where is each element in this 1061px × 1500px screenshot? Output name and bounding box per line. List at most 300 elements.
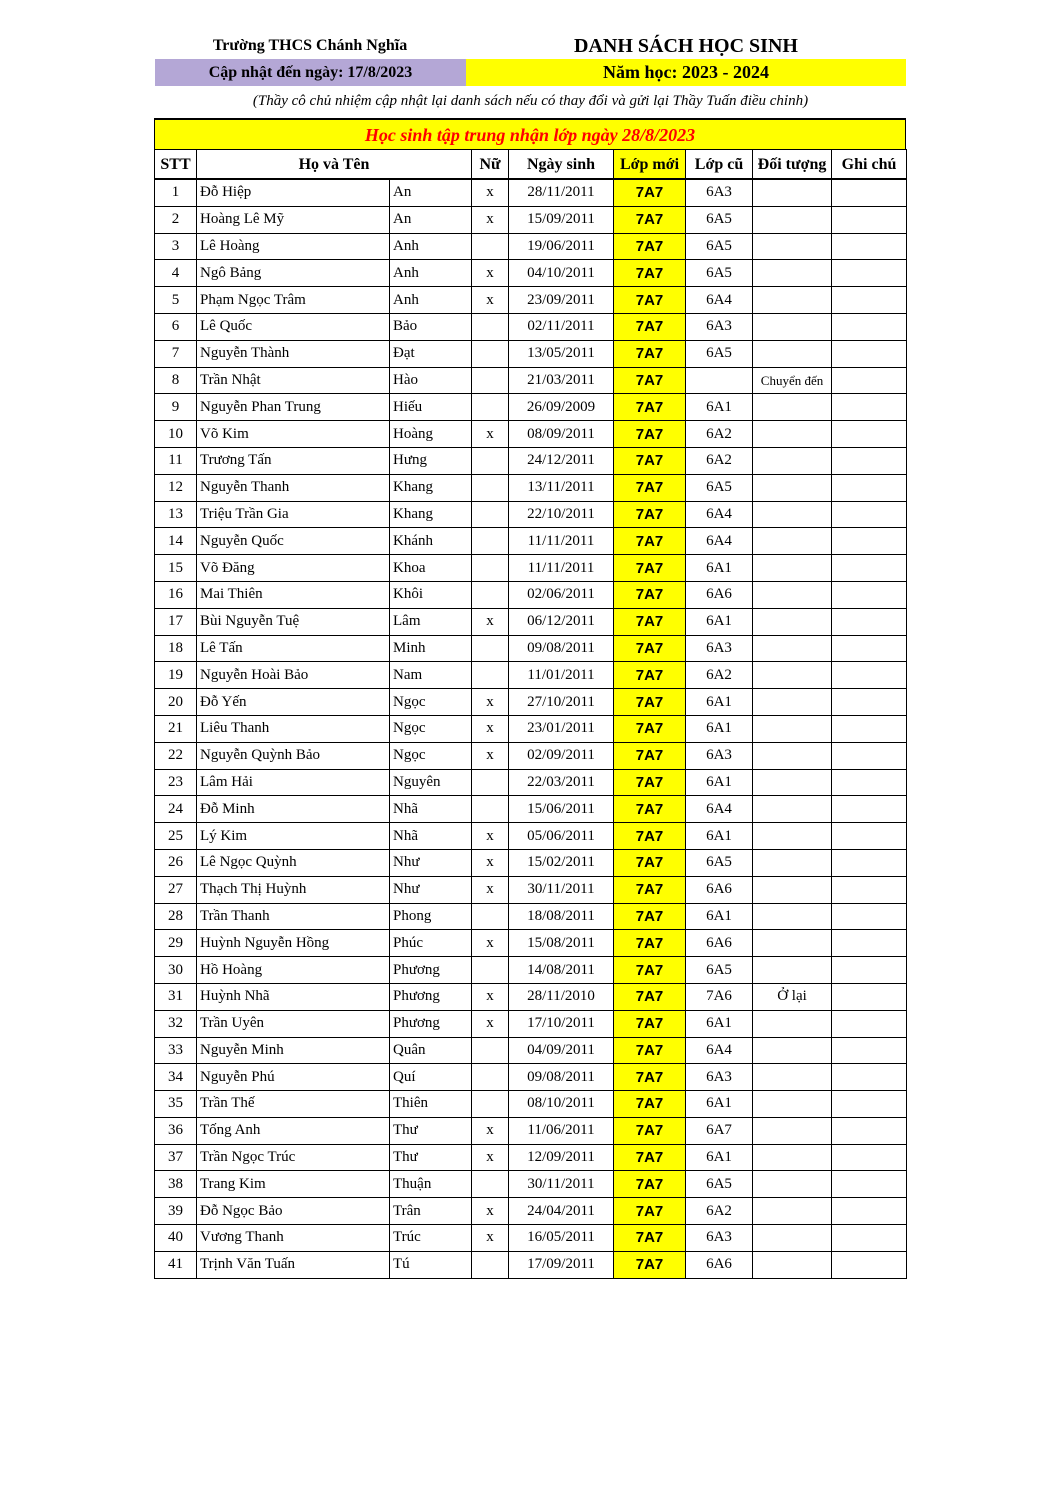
row-number-cell: 28 bbox=[155, 903, 197, 930]
remarks-cell bbox=[832, 1064, 907, 1091]
table-row bbox=[155, 742, 907, 769]
category-cell bbox=[753, 1251, 832, 1278]
old-class-cell: 6A1 bbox=[686, 823, 753, 850]
last-middle-name-cell: Huỳnh Nhã bbox=[197, 983, 390, 1010]
remarks-cell bbox=[832, 1225, 907, 1252]
birth-date-cell: 14/08/2011 bbox=[509, 957, 614, 984]
table-row bbox=[155, 1198, 907, 1225]
birth-date-cell: 02/06/2011 bbox=[509, 581, 614, 608]
row-number-cell: 23 bbox=[155, 769, 197, 796]
table-row bbox=[155, 1225, 907, 1252]
new-class-cell: 7A7 bbox=[614, 421, 686, 448]
student-rows bbox=[155, 179, 907, 1278]
category-cell bbox=[753, 635, 832, 662]
category-cell bbox=[753, 876, 832, 903]
table-row bbox=[155, 179, 907, 206]
row-number-cell: 41 bbox=[155, 1251, 197, 1278]
table-row bbox=[155, 903, 907, 930]
table-row bbox=[155, 447, 907, 474]
birth-date-cell: 11/01/2011 bbox=[509, 662, 614, 689]
first-name-cell: Trân bbox=[390, 1198, 472, 1225]
category-cell bbox=[753, 287, 832, 314]
new-class-cell: 7A7 bbox=[614, 528, 686, 555]
header-dob: Ngày sinh bbox=[509, 150, 614, 180]
new-class-cell: 7A7 bbox=[614, 1144, 686, 1171]
remarks-cell bbox=[832, 474, 907, 501]
female-mark-cell: x bbox=[472, 823, 509, 850]
new-class-cell: 7A7 bbox=[614, 179, 686, 206]
female-mark-cell: x bbox=[472, 287, 509, 314]
update-date: Cập nhật đến ngày: 17/8/2023 bbox=[155, 59, 466, 86]
row-number-cell: 30 bbox=[155, 957, 197, 984]
table-row bbox=[155, 313, 907, 340]
table-row bbox=[155, 769, 907, 796]
birth-date-cell: 18/08/2011 bbox=[509, 903, 614, 930]
category-cell bbox=[753, 796, 832, 823]
first-name-cell: Phương bbox=[390, 983, 472, 1010]
last-middle-name-cell: Triệu Trần Gia bbox=[197, 501, 390, 528]
last-middle-name-cell: Lý Kim bbox=[197, 823, 390, 850]
new-class-cell: 7A7 bbox=[614, 635, 686, 662]
last-middle-name-cell: Ngô Bảng bbox=[197, 260, 390, 287]
category-cell bbox=[753, 662, 832, 689]
last-middle-name-cell: Phạm Ngọc Trâm bbox=[197, 287, 390, 314]
old-class-cell: 6A5 bbox=[686, 233, 753, 260]
header-remarks: Ghi chú bbox=[832, 150, 907, 180]
first-name-cell: Trúc bbox=[390, 1225, 472, 1252]
remarks-cell bbox=[832, 421, 907, 448]
old-class-cell: 6A3 bbox=[686, 313, 753, 340]
row-number-cell: 3 bbox=[155, 233, 197, 260]
first-name-cell: Anh bbox=[390, 287, 472, 314]
remarks-cell bbox=[832, 528, 907, 555]
table-row bbox=[155, 528, 907, 555]
birth-date-cell: 21/03/2011 bbox=[509, 367, 614, 394]
new-class-cell: 7A7 bbox=[614, 1064, 686, 1091]
header-old-class: Lớp cũ bbox=[686, 150, 753, 180]
female-mark-cell: x bbox=[472, 876, 509, 903]
remarks-cell bbox=[832, 635, 907, 662]
birth-date-cell: 11/11/2011 bbox=[509, 528, 614, 555]
female-mark-cell bbox=[472, 1064, 509, 1091]
row-number-cell: 31 bbox=[155, 983, 197, 1010]
birth-date-cell: 09/08/2011 bbox=[509, 635, 614, 662]
last-middle-name-cell: Trần Uyên bbox=[197, 1010, 390, 1037]
birth-date-cell: 28/11/2010 bbox=[509, 983, 614, 1010]
female-mark-cell: x bbox=[472, 1225, 509, 1252]
remarks-cell bbox=[832, 715, 907, 742]
table-row bbox=[155, 287, 907, 314]
remarks-cell bbox=[832, 1171, 907, 1198]
table-row bbox=[155, 689, 907, 716]
row-number-cell: 11 bbox=[155, 447, 197, 474]
category-cell bbox=[753, 1010, 832, 1037]
row-number-cell: 27 bbox=[155, 876, 197, 903]
remarks-cell bbox=[832, 367, 907, 394]
old-class-cell: 6A1 bbox=[686, 608, 753, 635]
table-row bbox=[155, 608, 907, 635]
category-cell: Ở lại bbox=[753, 983, 832, 1010]
female-mark-cell: x bbox=[472, 1198, 509, 1225]
remarks-cell bbox=[832, 260, 907, 287]
last-middle-name-cell: Nguyễn Thành bbox=[197, 340, 390, 367]
birth-date-cell: 15/08/2011 bbox=[509, 930, 614, 957]
last-middle-name-cell: Lê Quốc bbox=[197, 313, 390, 340]
category-cell bbox=[753, 581, 832, 608]
last-middle-name-cell: Hồ Hoàng bbox=[197, 957, 390, 984]
first-name-cell: Khôi bbox=[390, 581, 472, 608]
last-middle-name-cell: Nguyễn Quỳnh Bảo bbox=[197, 742, 390, 769]
last-middle-name-cell: Nguyễn Thanh bbox=[197, 474, 390, 501]
new-class-cell: 7A7 bbox=[614, 983, 686, 1010]
birth-date-cell: 15/02/2011 bbox=[509, 849, 614, 876]
school-year: Năm học: 2023 - 2024 bbox=[466, 59, 906, 86]
table-row bbox=[155, 394, 907, 421]
table-row bbox=[155, 233, 907, 260]
category-cell bbox=[753, 179, 832, 206]
female-mark-cell: x bbox=[472, 1117, 509, 1144]
remarks-cell bbox=[832, 930, 907, 957]
old-class-cell: 6A7 bbox=[686, 1117, 753, 1144]
first-name-cell: Nhã bbox=[390, 796, 472, 823]
birth-date-cell: 23/01/2011 bbox=[509, 715, 614, 742]
row-number-cell: 35 bbox=[155, 1091, 197, 1118]
old-class-cell: 7A6 bbox=[686, 983, 753, 1010]
table-row bbox=[155, 635, 907, 662]
female-mark-cell: x bbox=[472, 1144, 509, 1171]
female-mark-cell bbox=[472, 340, 509, 367]
category-cell bbox=[753, 1117, 832, 1144]
new-class-cell: 7A7 bbox=[614, 849, 686, 876]
old-class-cell: 6A3 bbox=[686, 635, 753, 662]
remarks-cell bbox=[832, 206, 907, 233]
row-number-cell: 14 bbox=[155, 528, 197, 555]
remarks-cell bbox=[832, 849, 907, 876]
first-name-cell: Ngọc bbox=[390, 742, 472, 769]
new-class-cell: 7A7 bbox=[614, 1010, 686, 1037]
remarks-cell bbox=[832, 903, 907, 930]
old-class-cell: 6A3 bbox=[686, 1064, 753, 1091]
new-class-cell: 7A7 bbox=[614, 662, 686, 689]
female-mark-cell: x bbox=[472, 983, 509, 1010]
category-cell bbox=[753, 421, 832, 448]
row-number-cell: 6 bbox=[155, 313, 197, 340]
first-name-cell: Hiếu bbox=[390, 394, 472, 421]
birth-date-cell: 16/05/2011 bbox=[509, 1225, 614, 1252]
remarks-cell bbox=[832, 1198, 907, 1225]
category-cell bbox=[753, 340, 832, 367]
first-name-cell: Khánh bbox=[390, 528, 472, 555]
row-number-cell: 7 bbox=[155, 340, 197, 367]
female-mark-cell bbox=[472, 233, 509, 260]
female-mark-cell bbox=[472, 1091, 509, 1118]
female-mark-cell bbox=[472, 635, 509, 662]
category-cell bbox=[753, 474, 832, 501]
category-cell bbox=[753, 1144, 832, 1171]
table-row bbox=[155, 823, 907, 850]
last-middle-name-cell: Thạch Thị Huỳnh bbox=[197, 876, 390, 903]
remarks-cell bbox=[832, 689, 907, 716]
birth-date-cell: 15/09/2011 bbox=[509, 206, 614, 233]
first-name-cell: Anh bbox=[390, 260, 472, 287]
row-number-cell: 33 bbox=[155, 1037, 197, 1064]
birth-date-cell: 23/09/2011 bbox=[509, 287, 614, 314]
category-cell bbox=[753, 742, 832, 769]
remarks-cell bbox=[832, 581, 907, 608]
last-middle-name-cell: Huỳnh Nguyễn Hồng bbox=[197, 930, 390, 957]
new-class-cell: 7A7 bbox=[614, 555, 686, 582]
table-row bbox=[155, 849, 907, 876]
female-mark-cell bbox=[472, 1037, 509, 1064]
last-middle-name-cell: Trần Nhật bbox=[197, 367, 390, 394]
remarks-cell bbox=[832, 233, 907, 260]
row-number-cell: 39 bbox=[155, 1198, 197, 1225]
row-number-cell: 32 bbox=[155, 1010, 197, 1037]
birth-date-cell: 27/10/2011 bbox=[509, 689, 614, 716]
last-middle-name-cell: Trần Thanh bbox=[197, 903, 390, 930]
new-class-cell: 7A7 bbox=[614, 313, 686, 340]
birth-date-cell: 30/11/2011 bbox=[509, 1171, 614, 1198]
first-name-cell: Phương bbox=[390, 1010, 472, 1037]
row-number-cell: 15 bbox=[155, 555, 197, 582]
table-row bbox=[155, 555, 907, 582]
remarks-cell bbox=[832, 313, 907, 340]
category-cell bbox=[753, 1064, 832, 1091]
table-row bbox=[155, 957, 907, 984]
birth-date-cell: 22/03/2011 bbox=[509, 769, 614, 796]
category-cell bbox=[753, 903, 832, 930]
old-class-cell: 6A6 bbox=[686, 581, 753, 608]
female-mark-cell bbox=[472, 501, 509, 528]
table-row bbox=[155, 206, 907, 233]
table-row bbox=[155, 1064, 907, 1091]
female-mark-cell bbox=[472, 957, 509, 984]
row-number-cell: 1 bbox=[155, 179, 197, 206]
last-middle-name-cell: Đỗ Hiệp bbox=[197, 179, 390, 206]
first-name-cell: Phong bbox=[390, 903, 472, 930]
old-class-cell: 6A5 bbox=[686, 1171, 753, 1198]
header-stt: STT bbox=[155, 150, 197, 180]
category-cell bbox=[753, 930, 832, 957]
birth-date-cell: 26/09/2009 bbox=[509, 394, 614, 421]
new-class-cell: 7A7 bbox=[614, 394, 686, 421]
last-middle-name-cell: Đỗ Ngọc Bảo bbox=[197, 1198, 390, 1225]
birth-date-cell: 02/11/2011 bbox=[509, 313, 614, 340]
remarks-cell bbox=[832, 394, 907, 421]
birth-date-cell: 05/06/2011 bbox=[509, 823, 614, 850]
category-cell bbox=[753, 823, 832, 850]
birth-date-cell: 17/09/2011 bbox=[509, 1251, 614, 1278]
old-class-cell: 6A5 bbox=[686, 849, 753, 876]
remarks-cell bbox=[832, 179, 907, 206]
row-number-cell: 26 bbox=[155, 849, 197, 876]
row-number-cell: 4 bbox=[155, 260, 197, 287]
old-class-cell: 6A5 bbox=[686, 957, 753, 984]
category-cell bbox=[753, 849, 832, 876]
first-name-cell: Thuận bbox=[390, 1171, 472, 1198]
old-class-cell: 6A5 bbox=[686, 206, 753, 233]
row-number-cell: 13 bbox=[155, 501, 197, 528]
document-title: DANH SÁCH HỌC SINH bbox=[574, 35, 798, 57]
last-middle-name-cell: Nguyễn Phan Trung bbox=[197, 394, 390, 421]
new-class-cell: 7A7 bbox=[614, 340, 686, 367]
category-cell bbox=[753, 394, 832, 421]
old-class-cell: 6A1 bbox=[686, 715, 753, 742]
old-class-cell: 6A1 bbox=[686, 1010, 753, 1037]
school-name: Trường THCS Chánh Nghĩa bbox=[212, 37, 408, 54]
last-middle-name-cell: Nguyễn Quốc bbox=[197, 528, 390, 555]
remarks-cell bbox=[832, 1251, 907, 1278]
category-cell bbox=[753, 1037, 832, 1064]
birth-date-cell: 19/06/2011 bbox=[509, 233, 614, 260]
first-name-cell: Như bbox=[390, 876, 472, 903]
female-mark-cell bbox=[472, 796, 509, 823]
new-class-cell: 7A7 bbox=[614, 1198, 686, 1225]
row-number-cell: 29 bbox=[155, 930, 197, 957]
table-row bbox=[155, 983, 907, 1010]
old-class-cell: 6A1 bbox=[686, 555, 753, 582]
last-middle-name-cell: Đỗ Yến bbox=[197, 689, 390, 716]
row-number-cell: 2 bbox=[155, 206, 197, 233]
first-name-cell: Nguyên bbox=[390, 769, 472, 796]
row-number-cell: 18 bbox=[155, 635, 197, 662]
remarks-cell bbox=[832, 1091, 907, 1118]
female-mark-cell bbox=[472, 555, 509, 582]
old-class-cell: 6A1 bbox=[686, 1091, 753, 1118]
last-middle-name-cell: Vương Thanh bbox=[197, 1225, 390, 1252]
new-class-cell: 7A7 bbox=[614, 769, 686, 796]
gathering-banner: Học sinh tập trung nhận lớp ngày 28/8/2023 bbox=[154, 118, 906, 149]
new-class-cell: 7A7 bbox=[614, 206, 686, 233]
female-mark-cell bbox=[472, 903, 509, 930]
birth-date-cell: 11/06/2011 bbox=[509, 1117, 614, 1144]
old-class-cell: 6A5 bbox=[686, 474, 753, 501]
new-class-cell: 7A7 bbox=[614, 823, 686, 850]
row-number-cell: 5 bbox=[155, 287, 197, 314]
remarks-cell bbox=[832, 340, 907, 367]
category-cell bbox=[753, 501, 832, 528]
old-class-cell: 6A4 bbox=[686, 1037, 753, 1064]
header-category: Đối tượng bbox=[753, 150, 832, 180]
category-cell: Chuyển đến bbox=[753, 367, 832, 394]
table-row bbox=[155, 474, 907, 501]
row-number-cell: 20 bbox=[155, 689, 197, 716]
table-row bbox=[155, 501, 907, 528]
old-class-cell: 6A1 bbox=[686, 769, 753, 796]
female-mark-cell: x bbox=[472, 742, 509, 769]
first-name-cell: Tú bbox=[390, 1251, 472, 1278]
first-name-cell: An bbox=[390, 179, 472, 206]
old-class-cell: 6A5 bbox=[686, 260, 753, 287]
remarks-cell bbox=[832, 983, 907, 1010]
female-mark-cell bbox=[472, 447, 509, 474]
header-new-class: Lớp mới bbox=[614, 150, 686, 180]
new-class-cell: 7A7 bbox=[614, 1225, 686, 1252]
first-name-cell: Bảo bbox=[390, 313, 472, 340]
female-mark-cell bbox=[472, 367, 509, 394]
old-class-cell: 6A6 bbox=[686, 876, 753, 903]
table-row bbox=[155, 1117, 907, 1144]
remarks-cell bbox=[832, 501, 907, 528]
first-name-cell: Phúc bbox=[390, 930, 472, 957]
old-class-cell: 6A6 bbox=[686, 930, 753, 957]
birth-date-cell: 12/09/2011 bbox=[509, 1144, 614, 1171]
female-mark-cell: x bbox=[472, 689, 509, 716]
new-class-cell: 7A7 bbox=[614, 233, 686, 260]
birth-date-cell: 06/12/2011 bbox=[509, 608, 614, 635]
last-middle-name-cell: Nguyễn Minh bbox=[197, 1037, 390, 1064]
remarks-cell bbox=[832, 796, 907, 823]
birth-date-cell: 13/05/2011 bbox=[509, 340, 614, 367]
new-class-cell: 7A7 bbox=[614, 876, 686, 903]
female-mark-cell bbox=[472, 394, 509, 421]
birth-date-cell: 13/11/2011 bbox=[509, 474, 614, 501]
new-class-cell: 7A7 bbox=[614, 903, 686, 930]
first-name-cell: Khang bbox=[390, 474, 472, 501]
old-class-cell: 6A1 bbox=[686, 1144, 753, 1171]
table-row bbox=[155, 340, 907, 367]
female-mark-cell bbox=[472, 1251, 509, 1278]
table-row bbox=[155, 662, 907, 689]
female-mark-cell: x bbox=[472, 849, 509, 876]
category-cell bbox=[753, 689, 832, 716]
last-middle-name-cell: Lê Ngọc Quỳnh bbox=[197, 849, 390, 876]
last-middle-name-cell: Võ Kim bbox=[197, 421, 390, 448]
birth-date-cell: 02/09/2011 bbox=[509, 742, 614, 769]
first-name-cell: Hào bbox=[390, 367, 472, 394]
old-class-cell: 6A4 bbox=[686, 528, 753, 555]
first-name-cell: Minh bbox=[390, 635, 472, 662]
last-middle-name-cell: Lâm Hải bbox=[197, 769, 390, 796]
table-row bbox=[155, 1037, 907, 1064]
category-cell bbox=[753, 447, 832, 474]
row-number-cell: 34 bbox=[155, 1064, 197, 1091]
last-middle-name-cell: Liêu Thanh bbox=[197, 715, 390, 742]
first-name-cell: Đạt bbox=[390, 340, 472, 367]
female-mark-cell bbox=[472, 662, 509, 689]
first-name-cell: Nhã bbox=[390, 823, 472, 850]
new-class-cell: 7A7 bbox=[614, 287, 686, 314]
first-name-cell: Thư bbox=[390, 1144, 472, 1171]
old-class-cell: 6A1 bbox=[686, 394, 753, 421]
new-class-cell: 7A7 bbox=[614, 501, 686, 528]
birth-date-cell: 22/10/2011 bbox=[509, 501, 614, 528]
category-cell bbox=[753, 233, 832, 260]
female-mark-cell bbox=[472, 581, 509, 608]
remarks-cell bbox=[832, 447, 907, 474]
last-middle-name-cell: Đỗ Minh bbox=[197, 796, 390, 823]
category-cell bbox=[753, 313, 832, 340]
new-class-cell: 7A7 bbox=[614, 1251, 686, 1278]
birth-date-cell: 08/09/2011 bbox=[509, 421, 614, 448]
table-row bbox=[155, 1171, 907, 1198]
table-row bbox=[155, 1144, 907, 1171]
row-number-cell: 16 bbox=[155, 581, 197, 608]
new-class-cell: 7A7 bbox=[614, 1171, 686, 1198]
new-class-cell: 7A7 bbox=[614, 742, 686, 769]
first-name-cell: Hưng bbox=[390, 447, 472, 474]
table-row bbox=[155, 1091, 907, 1118]
female-mark-cell: x bbox=[472, 608, 509, 635]
new-class-cell: 7A7 bbox=[614, 715, 686, 742]
birth-date-cell: 04/10/2011 bbox=[509, 260, 614, 287]
female-mark-cell bbox=[472, 769, 509, 796]
table-row bbox=[155, 421, 907, 448]
new-class-cell: 7A7 bbox=[614, 689, 686, 716]
remarks-cell bbox=[832, 287, 907, 314]
row-number-cell: 24 bbox=[155, 796, 197, 823]
old-class-cell: 6A1 bbox=[686, 903, 753, 930]
